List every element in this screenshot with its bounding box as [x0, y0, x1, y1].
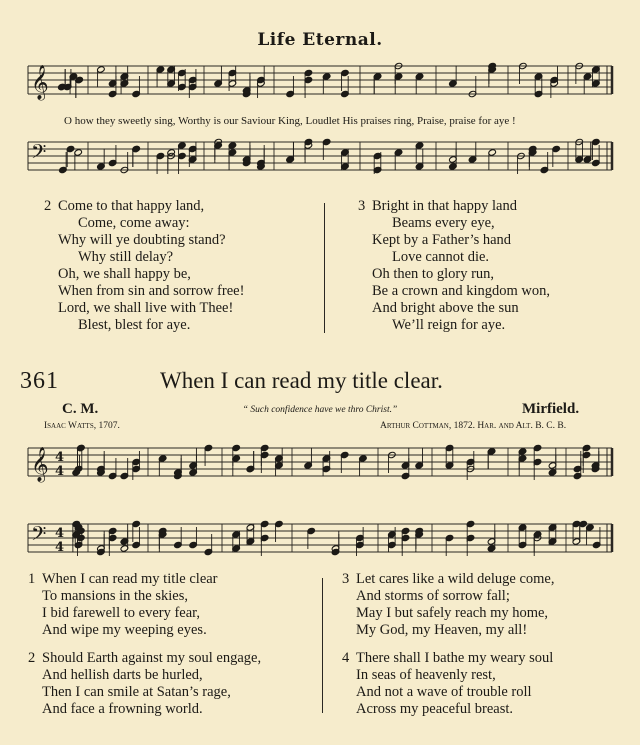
- author-credit: Isaac Watts, 1707.: [44, 421, 120, 431]
- verse-line: 1 When I can read my title clear: [28, 571, 218, 587]
- bass-clef-icon: 𝄢: [31, 140, 47, 168]
- verse-number: 2: [44, 198, 52, 214]
- music-staff-bass-2: [0, 510, 640, 570]
- verse-line: Why still delay?: [78, 249, 174, 265]
- music-staff-bass-1: [0, 132, 640, 182]
- verse-number: 2: [28, 650, 36, 666]
- verse-line: And not a wave of trouble roll: [356, 684, 532, 700]
- staff-engraving: [28, 520, 612, 556]
- verse-line: Kept by a Father’s hand: [372, 232, 512, 248]
- music-staff-treble-1: [0, 58, 640, 108]
- verse-line: May I but safely reach my home,: [356, 605, 549, 621]
- staff-engraving: [28, 138, 612, 174]
- verse-line: In seas of heavenly rest,: [356, 667, 496, 683]
- verse-line: Why will ye doubting stand?: [58, 232, 226, 248]
- column-divider: [322, 578, 323, 713]
- verse-number: 1: [28, 571, 36, 587]
- hymn-title-life-eternal: Life Eternal.: [257, 30, 383, 50]
- verse-line: And wipe my weeping eyes.: [42, 622, 207, 638]
- time-signature-denominator: 4: [55, 540, 65, 555]
- verse-line: 3 Bright in that happy land: [358, 198, 517, 214]
- composer-credit: Arthur Cottman, 1872. Har. and Alt. B. C. B.: [380, 421, 567, 431]
- verse-line: Then I can smile at Satan’s rage,: [42, 684, 231, 700]
- hymn-number: 361: [20, 368, 59, 394]
- verse-line: When from sin and sorrow free!: [58, 283, 245, 299]
- treble-clef-icon: 𝄞: [31, 447, 49, 482]
- treble-clef-icon: 𝄞: [31, 65, 49, 100]
- verse-line: 3 Let cares like a wild deluge come,: [342, 571, 555, 587]
- verse-block-left-361: [28, 571, 261, 718]
- verse-line: Blest, blest for aye.: [78, 317, 191, 333]
- hymn-title: When I can read my title clear.: [160, 368, 443, 393]
- verse-line: Lord, we shall live with Thee!: [58, 300, 234, 316]
- verse-number: 3: [342, 571, 350, 587]
- time-signature-numerator: 4: [55, 526, 65, 541]
- meter-label: C. M.: [62, 401, 99, 417]
- bass-clef-icon: 𝄢: [31, 522, 47, 550]
- verse-line: Oh, we shall happy be,: [58, 266, 191, 282]
- verse-line: And bright above the sun: [372, 300, 519, 316]
- verse-line: My God, my Heaven, my all!: [356, 622, 528, 638]
- verse-line: Love cannot die.: [392, 249, 490, 265]
- column-divider: [324, 203, 325, 333]
- verse-line: Across my peaceful breast.: [356, 701, 514, 717]
- verse-line: And hellish darts be hurled,: [42, 667, 203, 683]
- staff-engraving: [28, 62, 612, 101]
- verse-line: 2 Should Earth against my soul engage,: [28, 650, 262, 666]
- verse-number: 4: [342, 650, 350, 666]
- verse-line: 4 There shall I bathe my weary soul: [342, 650, 554, 666]
- time-signature-numerator: 4: [55, 450, 65, 465]
- verse-block-right-361: [342, 571, 554, 718]
- hymn-lyric-line: O how they sweetly sing, Worthy is our Saviour King, Loudlet His praises ring, Praise, praise for aye !: [64, 115, 516, 127]
- verse-block-right-360: [358, 198, 550, 334]
- music-staff-treble-2: [0, 436, 640, 496]
- verse-line: Be a crown and kingdom won,: [372, 283, 550, 299]
- verse-number: 3: [358, 198, 366, 214]
- staff-engraving: [28, 444, 612, 483]
- verse-block-left-360: [44, 198, 244, 334]
- verse-line: To mansions in the skies,: [42, 588, 188, 604]
- verse-line: 2 Come to that happy land,: [44, 198, 205, 214]
- verse-line: And storms of sorrow fall;: [356, 588, 510, 604]
- verse-line: Beams every eye,: [392, 215, 495, 231]
- tune-name: Mirfield.: [522, 401, 580, 417]
- time-signature-denominator: 4: [55, 464, 65, 479]
- verse-line: And face a frowning world.: [42, 701, 203, 717]
- verse-line: We’ll reign for aye.: [392, 317, 506, 333]
- epigraph: “ Such confidence have we thro Christ.”: [242, 405, 398, 415]
- verse-line: Oh then to glory run,: [372, 266, 495, 282]
- verse-line: Come, come away:: [78, 215, 190, 231]
- verse-line: I bid farewell to every fear,: [42, 605, 201, 621]
